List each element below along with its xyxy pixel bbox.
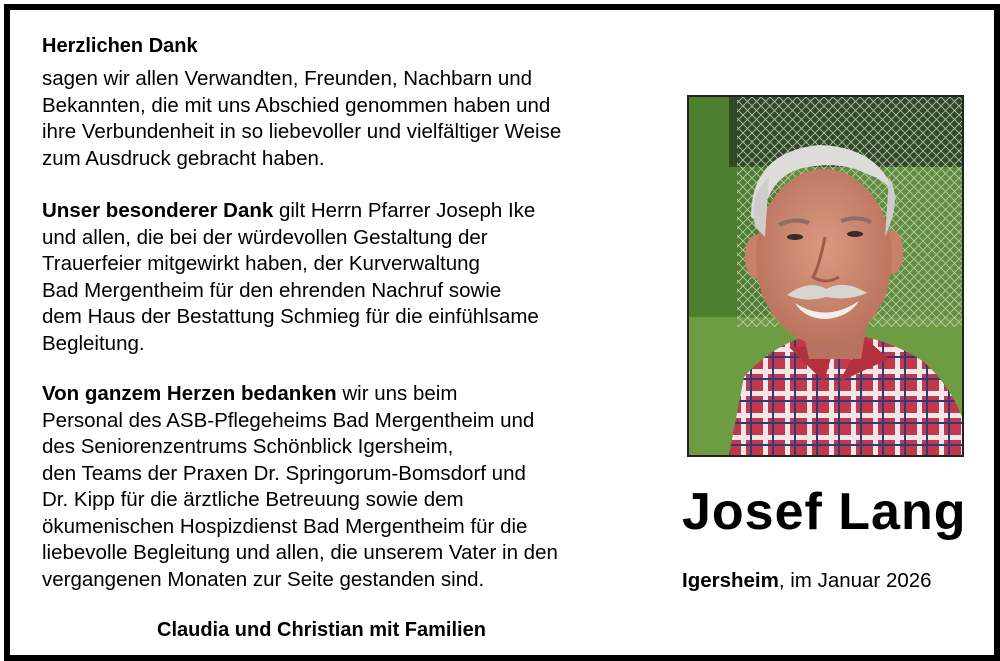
- deceased-name: Josef Lang: [682, 483, 967, 541]
- thanks-paragraph-2: [42, 198, 539, 357]
- paragraph-lead-rest: gilt Herrn Pfarrer Joseph Ike: [273, 199, 536, 222]
- text-line: Personal des ASB-Pflegeheims Bad Mergentheim und: [42, 408, 535, 432]
- notice-heading: Herzlichen Dank: [42, 35, 198, 57]
- text-line: und allen, die bei der würdevollen Gestaltung der: [42, 225, 488, 249]
- text-line: [42, 198, 539, 225]
- text-line: den Teams der Praxen Dr. Springorum-Bomsdorf und: [42, 461, 526, 485]
- text-line: Dr. Kipp für die ärztliche Betreuung sowie dem: [42, 488, 464, 511]
- text-line: Bekannten, die mit uns Abschied genommen haben und: [42, 93, 551, 117]
- text-line: Bad Mergentheim für den ehrenden Nachruf sowie: [42, 278, 502, 302]
- text-line: ökumenischen Hospizdienst Bad Mergentheim für die: [42, 514, 528, 538]
- notice-frame: [4, 4, 1000, 661]
- paragraph-lead-rest: wir uns beim: [336, 382, 458, 405]
- family-signature: Claudia und Christian mit Familien: [157, 619, 486, 641]
- date-text: , im Januar 2026: [778, 569, 932, 592]
- place-name: Igersheim: [682, 569, 779, 592]
- place-date-line: [682, 567, 932, 595]
- text-line: liebevolle Begleitung und allen, die unserem Vater in den: [42, 541, 558, 564]
- paragraph-lead: Von ganzem Herzen bedanken: [42, 382, 337, 405]
- text-line: des Seniorenzentrums Schönblick Igersheim,: [42, 435, 454, 458]
- text-line: Trauerfeier mitgewirkt haben, der Kurverwaltung: [42, 252, 480, 275]
- thanks-paragraph-3: [42, 381, 558, 593]
- portrait-photo: [687, 95, 964, 457]
- text-line: vergangenen Monaten zur Seite gestanden sind.: [42, 567, 485, 591]
- text-line: sagen wir allen Verwandten, Freunden, Nachbarn und: [42, 67, 533, 90]
- text-line: [42, 381, 558, 408]
- text-line: zum Ausdruck gebracht haben.: [42, 146, 325, 170]
- text-line: dem Haus der Bestattung Schmieg für die einfühlsame: [42, 305, 539, 328]
- paragraph-lead: Unser besonderer Dank: [42, 199, 274, 222]
- text-line: Begleitung.: [42, 331, 145, 355]
- text-line: ihre Verbundenheit in so liebevoller und vielfältiger Weise: [42, 120, 562, 143]
- thanks-paragraph-1: [42, 66, 561, 172]
